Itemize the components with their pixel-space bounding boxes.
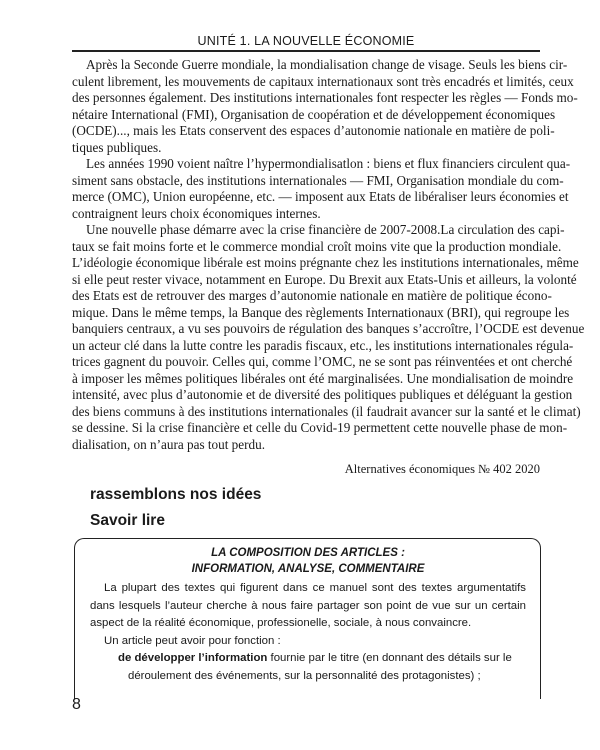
box-function-intro: Un article peut avoir pour fonction : bbox=[104, 634, 281, 647]
paragraph-line: taux se fait moins forte et le commerce mondial croît moins vite que la production mondiale. bbox=[72, 238, 562, 254]
paragraph-line: L’idéologie économique libérale est moins prégnante chez les institutions internationales, même bbox=[72, 255, 579, 270]
box-intro-line: dans lesquels l’auteur cherche à nous faire partager son point de vue sur un certain bbox=[90, 599, 526, 612]
article-text bbox=[72, 57, 585, 453]
article-paragraph bbox=[72, 57, 578, 156]
article-paragraph bbox=[72, 222, 585, 453]
box-list-item bbox=[90, 650, 526, 668]
running-header: UNITÉ 1. LA NOUVELLE ÉCONOMIE bbox=[197, 34, 415, 48]
paragraph-line: des biens communs à des institutions internationales (il faudrait avancer sur la santé et le climat) bbox=[72, 403, 581, 419]
paragraph-line: merce (OMC), Union européenne, etc. — imposent aux Etats de libéraliser leurs économies et bbox=[72, 189, 569, 204]
paragraph-line: Les années 1990 voient naître l’hypermondialisatlon : biens et flux financiers circulent qua- bbox=[86, 156, 571, 171]
article-source: Alternatives économiques № 402 2020 bbox=[344, 462, 540, 476]
paragraph-line: à imposer les mêmes politiques libérales ont été marginalisées. Une mondialisation de moindre bbox=[72, 370, 574, 386]
paragraph-line: si elle peut rester vivace, notamment en Europe. Du Brexit aux Etats-Unis et ailleurs, la volonté bbox=[72, 271, 577, 287]
paragraph-line: mique. Dans le même temps, la Banque des règlements Internationaux (BRI), qui regroupe les bbox=[72, 304, 570, 320]
box-title-line-2: INFORMATION, ANALYSE, COMMENTAIRE bbox=[191, 563, 425, 575]
info-box-body bbox=[90, 580, 526, 686]
paragraph-line: culent librement, les mouvements de capitaux internationaux sont très encadrés et limités, ceux bbox=[72, 73, 574, 89]
paragraph-line: Après la Seconde Guerre mondiale, la mondialisation change de visage. Seuls les biens cir- bbox=[86, 57, 568, 72]
paragraph-line: trices gagnent du pouvoir. Celles qui, comme l’OMC, ne se sont pas réinventées et ont cherché bbox=[72, 354, 573, 369]
subsection-heading: Savoir lire bbox=[90, 512, 165, 529]
paragraph-line: Une nouvelle phase démarre avec la crise financière de 2007-2008.La circulation des capi- bbox=[86, 222, 565, 237]
section-heading: rassemblons nos idées bbox=[90, 486, 262, 503]
page-number: 8 bbox=[72, 696, 81, 713]
box-title-line-1: LA COMPOSITION DES ARTICLES : bbox=[211, 547, 405, 559]
paragraph-line: contraignent leurs choix économiques internes. bbox=[72, 205, 321, 221]
box-item-text: fournie par le titre (en donnant des détails sur le bbox=[267, 652, 512, 665]
paragraph-line: des personnes également. Des institutions internationales font respecter les règles — Fonds mo- bbox=[72, 90, 578, 105]
paragraph-line: siment sans obstacle, des institutions internationales — FMI, Organisation mondiale du com- bbox=[72, 172, 564, 188]
paragraph-line: (OCDE)..., mais les Etats conservent des espaces d’autonomie nationale en matière de poli- bbox=[72, 123, 555, 138]
paragraph-line: dialisation, on n’aura pas tout perdu. bbox=[72, 436, 266, 452]
paragraph-line: intensité, avec plus d’autonomie et de diversité des politiques publiques et déléguant la gestion bbox=[72, 387, 573, 402]
box-item-keyword: de développer l’information bbox=[118, 652, 268, 665]
paragraph-line: nétaire International (FMI), Organisation de coopération et de développement économiques bbox=[72, 106, 556, 122]
paragraph-line: des Etats est de retrouver des marges d’autonomie nationale en matière de politique écono- bbox=[72, 288, 552, 303]
article-paragraph bbox=[72, 156, 571, 222]
box-list-item-continued: déroulement des événements, sur la personnalité des protagonistes) ; bbox=[128, 669, 481, 682]
paragraph-line: se dessine. Si la crise financière et celle du Covid-19 permettent cette nouvelle phase de mon- bbox=[72, 420, 568, 435]
box-intro-line: aspect de la réalité économique, professionelle, sociale, à nous convaincre. bbox=[90, 617, 472, 630]
header-rule bbox=[72, 50, 540, 52]
box-intro-line: La plupart des textes qui figurent dans ce manuel sont des textes argumentatifs bbox=[104, 582, 526, 594]
paragraph-line: tiques publiques. bbox=[72, 139, 162, 155]
paragraph-line: un acteur clé dans la lutte contre les paradis fiscaux, etc., les institutions internationales régula- bbox=[72, 337, 574, 353]
paragraph-line: banquiers centraux, a vu ses pouvoirs de régulation des banques s’accroître, l’OCDE est devenue bbox=[72, 321, 585, 336]
